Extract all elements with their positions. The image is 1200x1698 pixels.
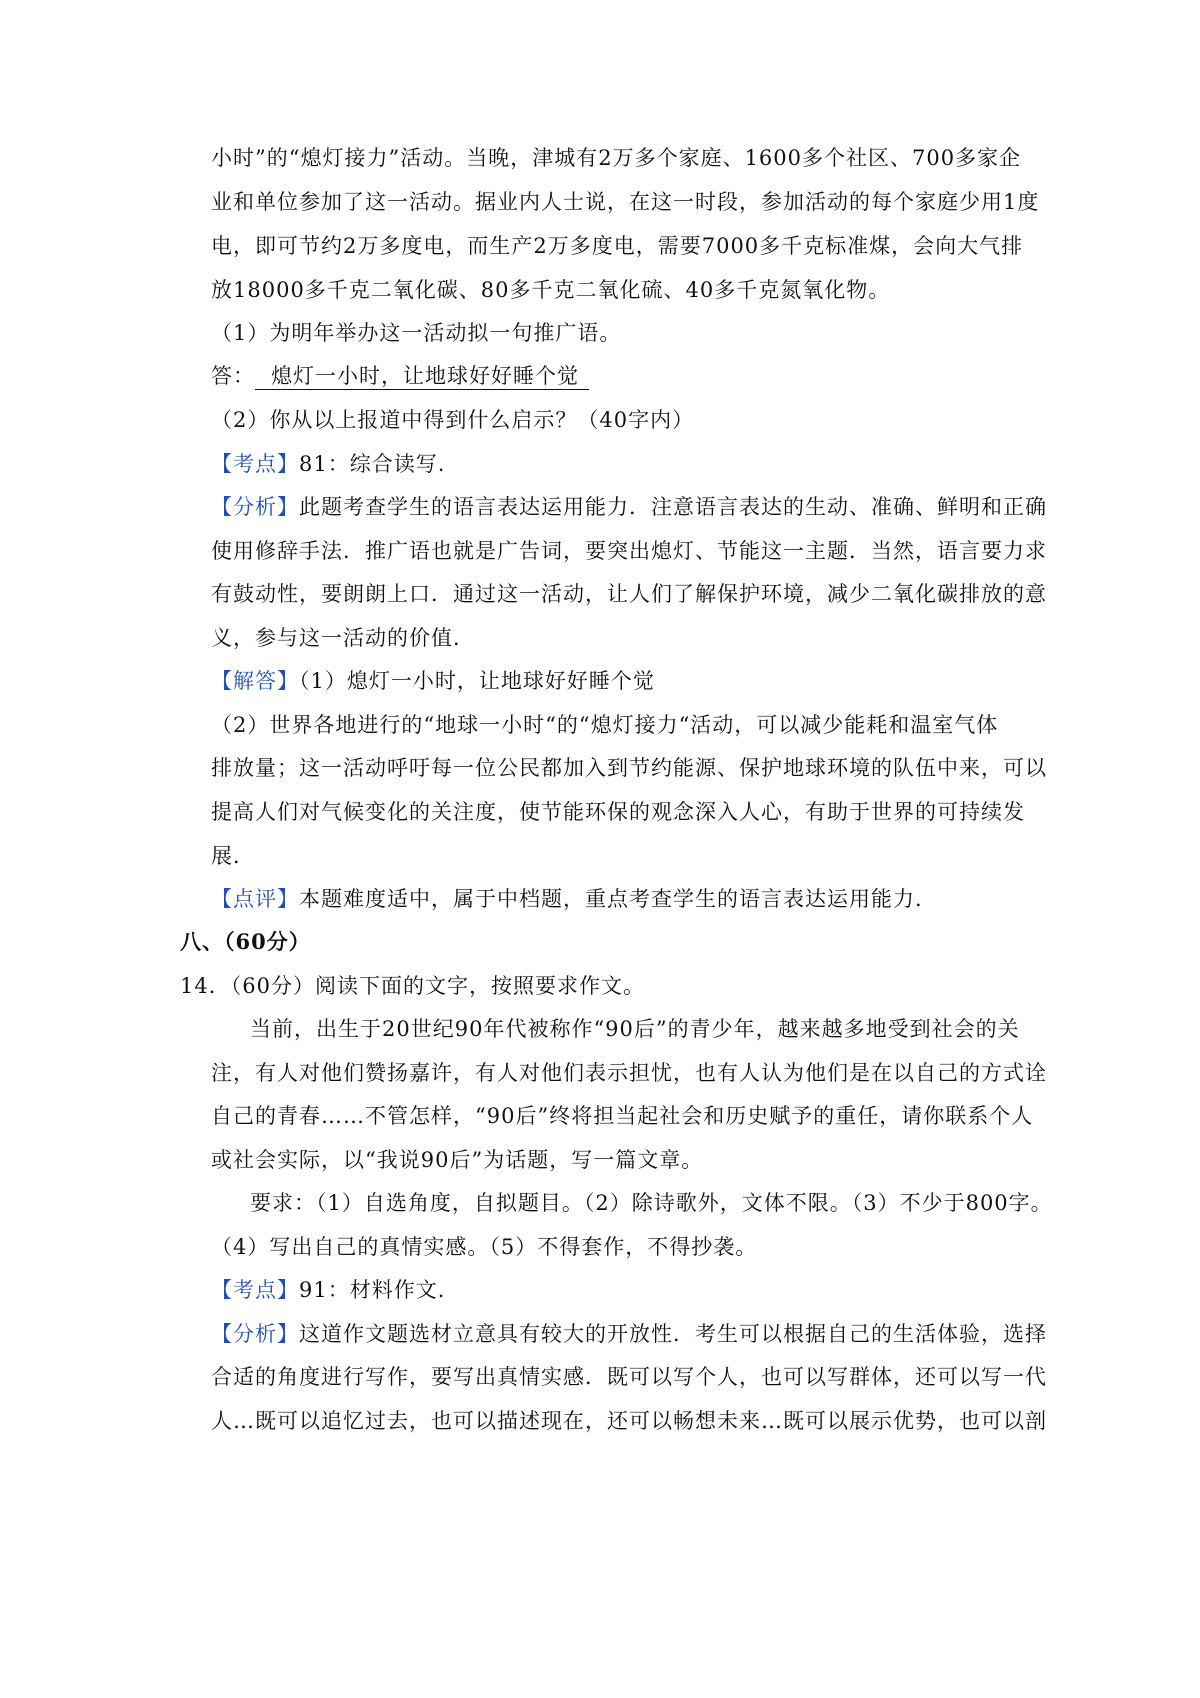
kaodian-tag: 【考点】 <box>211 1278 299 1302</box>
fenxi-text: 此题考查学生的语言表达运用能力．注意语言表达的生动、准确、鲜明和正确 <box>299 495 1047 519</box>
answer-text: 熄灯一小时，让地球好好睡个觉 <box>255 363 589 390</box>
fenxi-tag: 【分析】 <box>211 495 299 519</box>
question-14: 14．（60分）阅读下面的文字，按照要求作文。 <box>180 974 645 998</box>
jieda-line: 提高人们对气候变化的关注度，使节能环保的观念深入人心，有助于世界的可持续发 <box>211 800 1025 824</box>
paragraph-line: 业和单位参加了这一活动。据业内人士说，在这一时段，参加活动的每个家庭少用1度 <box>211 190 1040 214</box>
kaodian-line <box>211 449 445 479</box>
question-1: （1）为明年举办这一活动拟一句推广语。 <box>211 321 622 345</box>
jieda-line <box>211 666 655 696</box>
kaodian-tag: 【考点】 <box>211 452 299 476</box>
fenxi-line <box>211 492 1047 522</box>
material-line: 注，有人对他们赞扬嘉许，有人对他们表示担忧，也有人认为他们是在以自己的方式诠 <box>211 1061 1047 1085</box>
jieda-line: （2）世界各地进行的“地球一小时“的“熄灯接力“活动，可以减少能耗和温室气体 <box>211 713 999 737</box>
dianping-text: 本题难度适中，属于中档题，重点考查学生的语言表达运用能力． <box>299 887 937 911</box>
requirement-line: （4）写出自己的真情实感。（5）不得套作，不得抄袭。 <box>211 1235 758 1259</box>
fenxi-line: 使用修辞手法．推广语也就是广告词，要突出熄灯、节能这一主题．当然，语言要力求 <box>211 539 1047 563</box>
kaodian-text: 91：材料作文. <box>299 1278 446 1302</box>
material-line: 或社会实际，以“我说90后”为话题，写一篇文章。 <box>211 1148 704 1172</box>
answer-line <box>211 361 589 391</box>
fenxi-tag: 【分析】 <box>211 1322 299 1346</box>
kaodian-line <box>211 1275 445 1305</box>
question-2: （2）你从以上报道中得到什么启示？（40字内） <box>211 408 695 432</box>
paragraph-line: 小时”的“熄灯接力”活动。当晚，津城有2万多个家庭、1600多个社区、700多家企 <box>211 146 1022 170</box>
paragraph-line: 电，即可节约2万多度电，而生产2万多度电，需要7000多千克标准煤，会向大气排 <box>211 234 1024 258</box>
dianping-line <box>211 884 937 914</box>
fenxi-line: 义，参与这一活动的价值． <box>211 626 475 650</box>
jieda-line: 展． <box>211 844 255 868</box>
answer-label: 答： <box>211 364 255 388</box>
kaodian-text: 81：综合读写. <box>299 452 446 476</box>
fenxi-line: 有鼓动性，要朗朗上口．通过这一活动，让人们了解保护环境，减少二氧化碳排放的意 <box>211 582 1047 606</box>
fenxi-line: 人…既可以追忆过去，也可以描述现在，还可以畅想未来…既可以展示优势，也可以剖 <box>211 1409 1047 1433</box>
jieda-text: （1）熄灯一小时，让地球好好睡个觉 <box>299 669 655 693</box>
fenxi-line <box>211 1319 1047 1349</box>
paragraph-line: 放18000多千克二氧化碳、80多千克二氧化硫、40多千克氮氧化物。 <box>211 278 891 302</box>
material-line: 自己的青春……不管怎样，“90后”终将担当起社会和历史赋予的重任，请你联系个人 <box>211 1104 1034 1128</box>
material-line: 当前，出生于20世纪90年代被称作“90后”的青少年，越来越多地受到社会的关 <box>250 1017 1020 1041</box>
jieda-line: 排放量；这一活动呼吁每一位公民都加入到节约能源、保护地球环境的队伍中来，可以 <box>211 756 1047 780</box>
jieda-tag: 【解答】 <box>211 669 299 693</box>
dianping-tag: 【点评】 <box>211 887 299 911</box>
section-heading: 八、（60分） <box>180 929 311 954</box>
fenxi-line: 合适的角度进行写作，要写出真情实感．既可以写个人，也可以写群体，还可以写一代 <box>211 1365 1047 1389</box>
requirement-line: 要求：（1）自选角度，自拟题目。（2）除诗歌外，文体不限。（3）不少于800字。 <box>250 1191 1053 1215</box>
fenxi-text: 这道作文题选材立意具有较大的开放性．考生可以根据自己的生活体验，选择 <box>299 1322 1047 1346</box>
